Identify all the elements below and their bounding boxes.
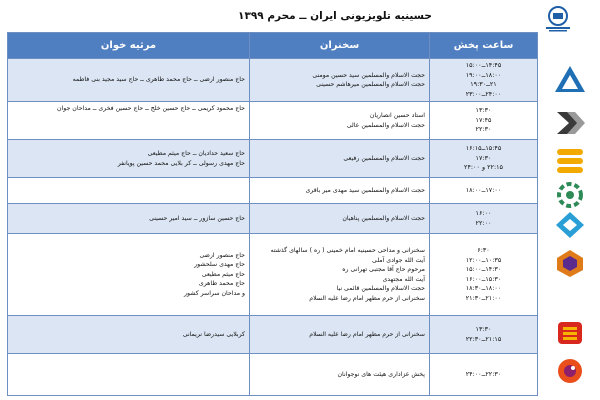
speakers-cell	[250, 234, 430, 316]
speaker-line: آیت الله مجتهدی	[382, 275, 425, 283]
time-line: ۱۷:۴۵	[475, 115, 492, 124]
speaker-line: آیت الله جوادی آملی	[372, 256, 425, 264]
speaker-line: حجت الاسلام والمسلمین عالی	[346, 121, 425, 129]
irib-logo-icon	[538, 4, 578, 34]
channel-3-logo-icon	[553, 146, 587, 176]
column-header-mourners: مرثیه خوان	[8, 33, 250, 59]
mourner-line: کربلایی سیدرضا نریمانی	[182, 330, 245, 338]
channel-shoma-logo-icon	[553, 318, 587, 348]
speakers-cell	[250, 316, 430, 354]
time-line: ۲۲:۳۰ــ۲۴:۰۰	[465, 369, 502, 378]
table-row	[8, 354, 538, 396]
time-cell	[430, 234, 538, 316]
page-title: حسینیه تلویزیونی ایران ــ محرم ۱۳۹۹	[238, 10, 432, 22]
broadcast-schedule-table	[7, 32, 538, 396]
channel-1-logo-icon	[553, 64, 587, 94]
speaker-line: حجت الاسلام والمسلمین سید حسین مومنی	[312, 71, 425, 79]
time-line: ۱۴:۴۵ــ۱۵:۰۰	[465, 61, 502, 69]
speaker-line: سخنرانی از حرم مطهر امام رضا علیه السلام	[309, 294, 425, 302]
speaker-line: حجت الاسلام والمسلمین میرهاشم حسینی	[316, 81, 425, 88]
speaker-line: سخنرانی و مداحی حسینیه امام خمینی ( ره ) سالهای گذشته	[270, 247, 425, 254]
mourners-cell	[8, 102, 250, 140]
time-line: ۲۱:۱۵ــ۲۲:۳۰	[465, 334, 502, 343]
time-cell	[430, 204, 538, 234]
mourner-line: حاج محمود کریمی ــ حاج حسین خلج ــ حاج حسین فخری ــ مداحان جوان	[57, 105, 245, 112]
speaker-line: پخش عزاداری هیئت های نوجوانان	[337, 370, 425, 378]
table-header-row	[8, 33, 538, 59]
mourner-line: حاج مهدی رسولی ــ کر بلایی محمد حسین پویانفر	[117, 159, 245, 167]
speaker-line: استاد حسین انصاریان	[369, 112, 425, 119]
channel-logos	[543, 58, 595, 394]
time-line: ۱۶:۰۰	[475, 209, 492, 217]
speaker-line: حجت الاسلام والمسلمین پناهیان	[342, 214, 425, 222]
time-cell	[430, 102, 538, 140]
mourner-line: حاج حسین سازور ــ سید امیر حسینی	[149, 214, 245, 222]
time-cell	[430, 178, 538, 204]
time-cell	[430, 316, 538, 354]
time-line: ۶:۳۰	[477, 246, 490, 254]
table-row	[8, 234, 538, 316]
time-line: ۲۲:۰۰	[475, 218, 492, 227]
mourners-cell	[8, 234, 250, 316]
time-line: ۱۳:۳۰	[475, 106, 492, 115]
time-line: ۱۵:۳۰ــ۱۶:۰۰	[465, 274, 502, 283]
channel-pooya-logo-icon	[553, 356, 587, 386]
speaker-line: حجت الاسلام والمسلمین سید مهدی میر باقری	[305, 186, 425, 194]
mourner-line: حاج میثم مطیعی	[201, 270, 245, 278]
channel-5-logo-icon	[553, 210, 587, 240]
time-cell	[430, 59, 538, 102]
channel-imam-reza-logo-icon	[553, 248, 587, 278]
mourner-line: حاج منصور ارضی	[199, 251, 245, 259]
speaker-line: سخنرانی از حرم مطهر امام رضا علیه السلام	[309, 330, 425, 338]
mourners-cell	[8, 59, 250, 102]
time-line: ۲۱:۰۰ــ۲۱:۳۰	[465, 293, 502, 302]
mourners-cell	[8, 316, 250, 354]
speaker-line: حجت الاسلام والمسلمین قائمی نیا	[336, 285, 425, 292]
speakers-cell	[250, 204, 430, 234]
column-header-time: ساعت پخش	[430, 33, 538, 59]
table-row	[8, 102, 538, 140]
table-row	[8, 140, 538, 178]
speakers-cell	[250, 102, 430, 140]
mourners-cell	[8, 140, 250, 178]
speakers-cell	[250, 354, 430, 396]
time-line: ۱۸:۰۰ــ۱۹:۰۰	[465, 70, 502, 79]
time-line: ۱۵:۴۵ــ۱۶:۱۵	[465, 144, 502, 153]
mourner-line: حاج محمد طاهری	[198, 280, 245, 288]
time-cell	[430, 140, 538, 178]
speaker-line: حجت الاسلام والمسلمین رفیعی	[343, 154, 425, 162]
mourners-cell	[8, 178, 250, 204]
time-line: ۱۴:۳۰ــ۱۵:۰۰	[465, 265, 502, 273]
mourner-line: حاج سعید حدادیان ــ حاج میثم مطیعی	[147, 150, 245, 157]
table-row	[8, 316, 538, 354]
speakers-cell	[250, 178, 430, 204]
time-line: ۱۳:۳۰	[475, 325, 492, 333]
mourner-line: و مداحان سراسر کشور	[184, 289, 245, 297]
mourners-cell	[8, 354, 250, 396]
time-line: ۱۷:۳۰	[475, 153, 492, 162]
time-line: ۲۲:۱۵ و ۲۴:۰۰	[464, 163, 503, 172]
mourner-line: حاج منصور ارضی ــ حاج محمد طاهری ــ حاج سید مجید بنی فاطمه	[72, 76, 245, 84]
speakers-cell	[250, 140, 430, 178]
column-header-speakers: سخنران	[250, 33, 430, 59]
mourner-line: حاج مهدی سلحشور	[194, 261, 245, 269]
table-row	[8, 178, 538, 204]
table-row	[8, 59, 538, 102]
time-line: ۱۷:۰۰ــ۱۸:۰۰	[465, 185, 502, 194]
speaker-line: مرحوم حاج آقا مجتبی تهرانی ره	[342, 266, 425, 273]
speakers-cell	[250, 59, 430, 102]
time-line: ۲۲:۳۰	[475, 125, 492, 134]
table-row	[8, 204, 538, 234]
time-line: ۱۸:۰۰ــ۱۸:۳۰	[465, 284, 502, 292]
channel-2-logo-icon	[553, 108, 587, 138]
channel-4-logo-icon	[553, 180, 587, 210]
time-line: ۲۱ــ۱۹:۳۰	[470, 80, 497, 88]
time-cell	[430, 354, 538, 396]
time-line: ۱۰:۳۵ــ۱۲:۰۰	[465, 255, 502, 264]
time-line: ۲۴:۰۰ــ۲۳:۰۰	[465, 89, 502, 98]
mourners-cell	[8, 204, 250, 234]
